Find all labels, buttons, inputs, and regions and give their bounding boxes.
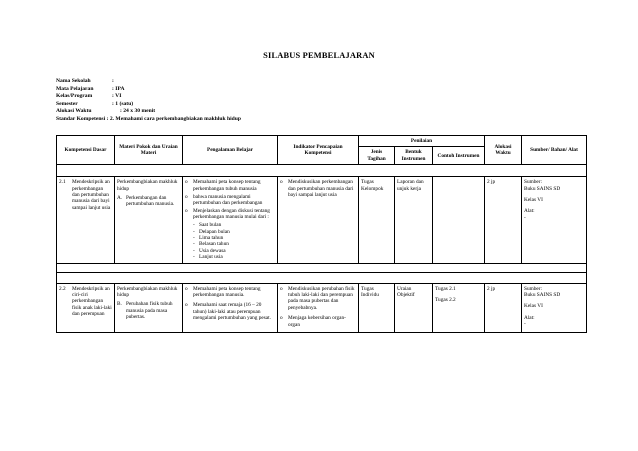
- cell-indikator: [278, 283, 359, 332]
- list-item: o Memahami saat remaja (16 – 20 tahun) laki-laki atau perempuan mengalami pertumbuhan yang pesat.: [185, 302, 271, 322]
- header-alokasi: Alokasi Waktu: [485, 136, 522, 165]
- cell-jenis: Tugas Individu: [359, 283, 395, 332]
- header-indikator: Indikator Pencapaian Kompetensi: [278, 136, 359, 165]
- list-item: o Menjaga kebersihan organ-organ: [280, 315, 346, 328]
- list-item: o Memahami peta konsep tentang perkembangan tubuh manusia: [185, 179, 261, 192]
- document-title: SILABUS PEMBELAJARAN: [263, 51, 375, 60]
- cell-sumber: Sumber: Buku SAINS SD Kelas VI Alat: -: [522, 177, 587, 263]
- header-jenis: Jenis Tagihan: [359, 147, 395, 165]
- header-pengalaman: Pengalaman Belajar: [183, 136, 278, 165]
- cell-pengalaman: [183, 283, 278, 332]
- list-item: - Lima tahun: [193, 234, 224, 241]
- meta-alokasi-waktu: Alokasi Waktu : 24 x 30 menit: [56, 108, 156, 114]
- list-item: - Saat bulan: [193, 222, 222, 229]
- meta-semester: Semester : 1 (satu): [56, 100, 134, 107]
- list-item: o bahwa manusia mengalami pertumbuhan dan perkembangan: [185, 193, 263, 206]
- cell-jenis: Tugas Kelompok: [359, 177, 395, 263]
- meta-kelas-program: Kelas/Program : VI: [56, 93, 122, 99]
- list-item: o Menjelaskan dengan diskusi tentang perkembangan manusia mulai dari :: [185, 207, 270, 221]
- header-bentuk: Bentuk Instrumen: [395, 147, 433, 165]
- list-item: - Lanjut usia: [193, 254, 223, 261]
- cell-bentuk: Uraian Objektif: [395, 283, 433, 332]
- list-item: - Belasan tahun: [193, 241, 229, 248]
- list-item: o Memahami peta konsep tentang perkembangan manusia.: [185, 285, 261, 298]
- cell-kompetensi-dasar: 2.1 Mendeskripsik an perkembangan dan pertumbuhan manusia dari bayi sampai lanjut usia: [57, 177, 115, 263]
- meta-standar-kompetensi: Standar Kompetensi : 2. Memahami cara perkembangbiakan makhluk hidup: [56, 115, 242, 122]
- cell-materi: Perkembangbiakan makhluk hidup A. Perkembangan dan pertumbuhan manusia.: [115, 177, 183, 263]
- meta-mata-pelajaran: Mata Pelajaran : IPA: [56, 85, 125, 92]
- header-row: [57, 136, 587, 147]
- syllabus-table: [56, 135, 587, 333]
- list-item: - Usia dewasa: [193, 247, 226, 254]
- header-penilaian: Penilaian: [359, 136, 485, 147]
- header-sumber: Sumber/ Bahan/ Alat: [522, 136, 587, 165]
- cell-kompetensi-dasar: 2.2 Mendeskripsik an ciri-ciri perkembangan fisik anak laki-laki dan perempuan: [57, 283, 115, 332]
- cell-alokasi: 2 jp: [485, 283, 522, 332]
- cell-materi: Perkembangbiakan makhluk hidup B. Perubahan fisik tubuh manusia pada masa pubertas.: [115, 283, 183, 332]
- header-kompetensi-dasar: Kompetensi Dasar: [57, 136, 115, 165]
- cell-pengalaman: [183, 177, 278, 263]
- document-meta: [56, 78, 241, 123]
- cell-sumber: Sumber: Buku SAINS SD Kelas VI Alat: -: [522, 283, 587, 332]
- cell-contoh: Tugas 2.1 Tugas 2.2: [433, 283, 485, 332]
- list-item: o Mendiskusikan perkembangan dan pertumbuhan manusia dari bayi sampai lanjut usia: [280, 179, 354, 199]
- list-item: - Delapan bulan: [193, 228, 230, 235]
- meta-nama-sekolah: Nama Sekolah :: [56, 78, 114, 84]
- cell-contoh: [433, 177, 485, 263]
- cell-alokasi: 2 jp: [485, 177, 522, 263]
- table-row: [57, 177, 587, 263]
- table-row: [57, 283, 587, 332]
- header-materi: Materi Pokok dan Uraian Materi: [115, 136, 183, 165]
- cell-bentuk: Laporan dan unjuk kerja: [395, 177, 433, 263]
- header-contoh: Contoh Instrumen: [433, 147, 485, 165]
- cell-indikator: [278, 177, 359, 263]
- list-item: o Mendiskusikan perubahan fisik tubuh laki-laki dan perempuan pada masa pubertas dan penyebabnya.: [280, 285, 355, 311]
